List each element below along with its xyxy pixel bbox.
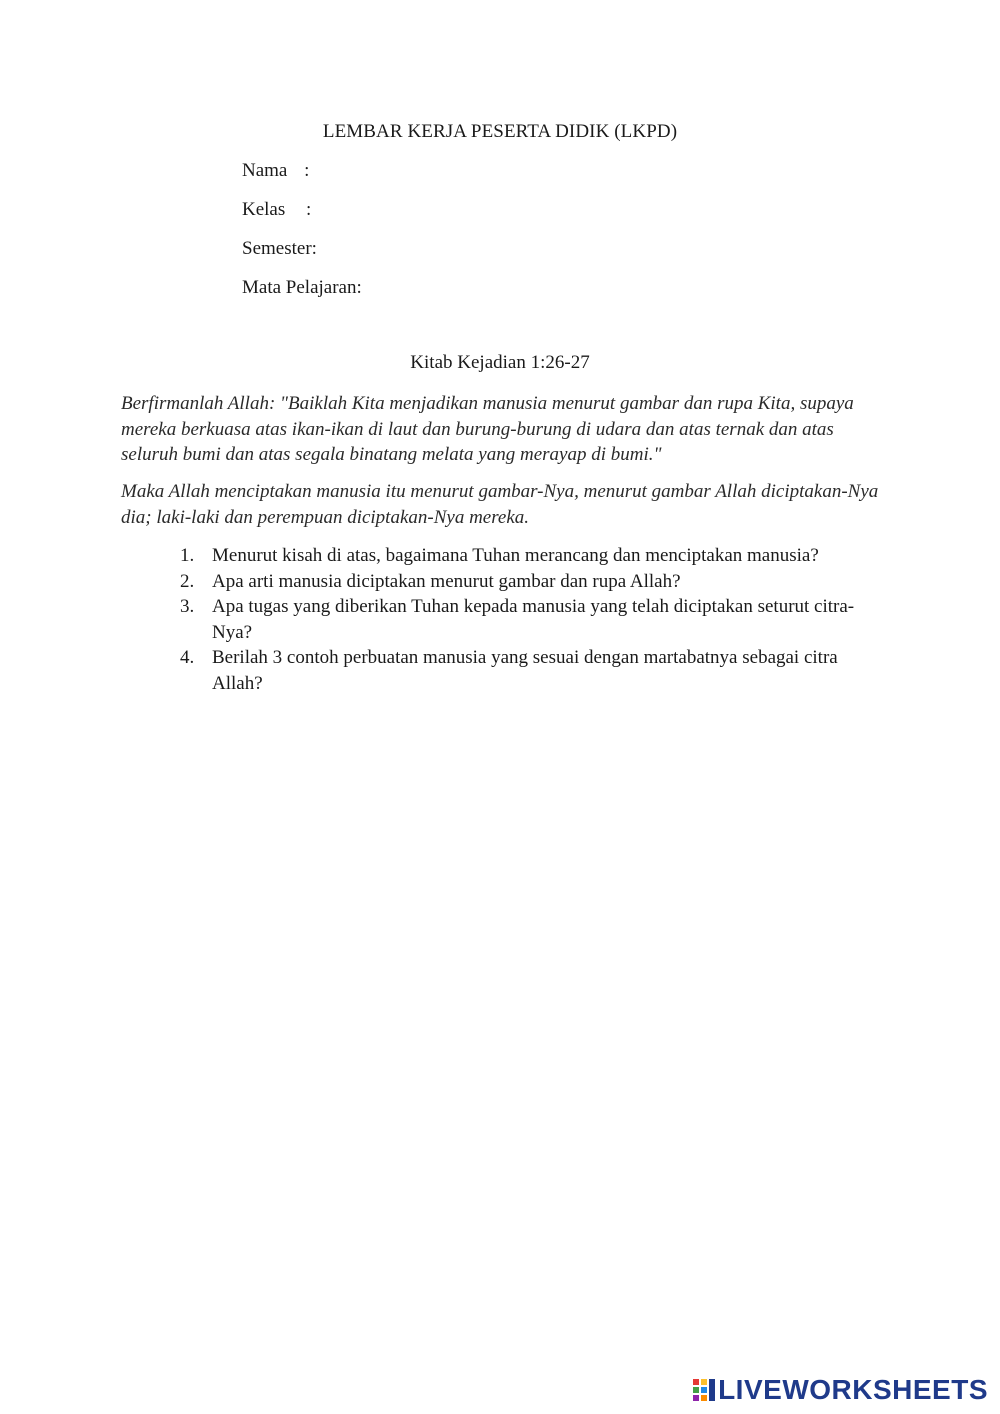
question-list xyxy=(180,543,880,696)
verse-paragraph: Maka Allah menciptakan manusia itu menurut gambar-Nya, menurut gambar Allah diciptakan-Nya dia; laki-laki dan perempuan diciptakan-Nya mereka. xyxy=(121,481,879,528)
question-number: 4. xyxy=(180,647,195,668)
question-item xyxy=(180,645,880,696)
brand-wordmark: LIVEWORKSHEETS xyxy=(718,1374,988,1405)
field-label: Semester: xyxy=(242,238,317,259)
question-item xyxy=(180,569,880,595)
worksheet-title: LEMBAR KERJA PESERTA DIDIK (LKPD) xyxy=(322,121,678,142)
field-separator: : xyxy=(304,160,310,181)
question-number: 2. xyxy=(180,570,195,592)
liveworksheets-brand xyxy=(693,1374,988,1406)
field-label: Nama xyxy=(242,160,288,181)
verse-paragraph: Berfirmanlah Allah: "Baiklah Kita menjadikan manusia menurut gambar dan rupa Kita, supaya mereka berkuasa atas ikan-ikan di laut dan burung-burung di udara dan atas ternak dan atas seluruh bumi dan atas segala binatang melata yang merayap di bumi." xyxy=(121,393,854,465)
field-separator: : xyxy=(306,199,312,220)
question-item xyxy=(180,594,880,645)
question-item xyxy=(180,543,880,569)
field-mata-pelajaran xyxy=(242,277,362,299)
question-text: Apa arti manusia diciptakan menurut gambar dan rupa Allah? xyxy=(212,570,681,592)
field-label: Kelas xyxy=(242,199,286,220)
field-nama xyxy=(242,160,309,182)
question-number: 1. xyxy=(180,545,195,566)
liveworksheets-logo-icon xyxy=(693,1379,715,1401)
field-kelas xyxy=(242,199,311,221)
question-text: Menurut kisah di atas, bagaimana Tuhan merancang dan menciptakan manusia? xyxy=(212,545,819,566)
question-text: Apa tugas yang diberikan Tuhan kepada manusia yang telah diciptakan seturut citra-Nya? xyxy=(212,596,855,643)
question-number: 3. xyxy=(180,596,195,617)
field-label: Mata Pelajaran: xyxy=(242,277,362,298)
question-text: Berilah 3 contoh perbuatan manusia yang sesuai dengan martabatnya sebagai citra Allah? xyxy=(212,647,838,694)
passage-reference: Kitab Kejadian 1:26-27 xyxy=(410,352,590,373)
field-semester xyxy=(242,238,317,260)
